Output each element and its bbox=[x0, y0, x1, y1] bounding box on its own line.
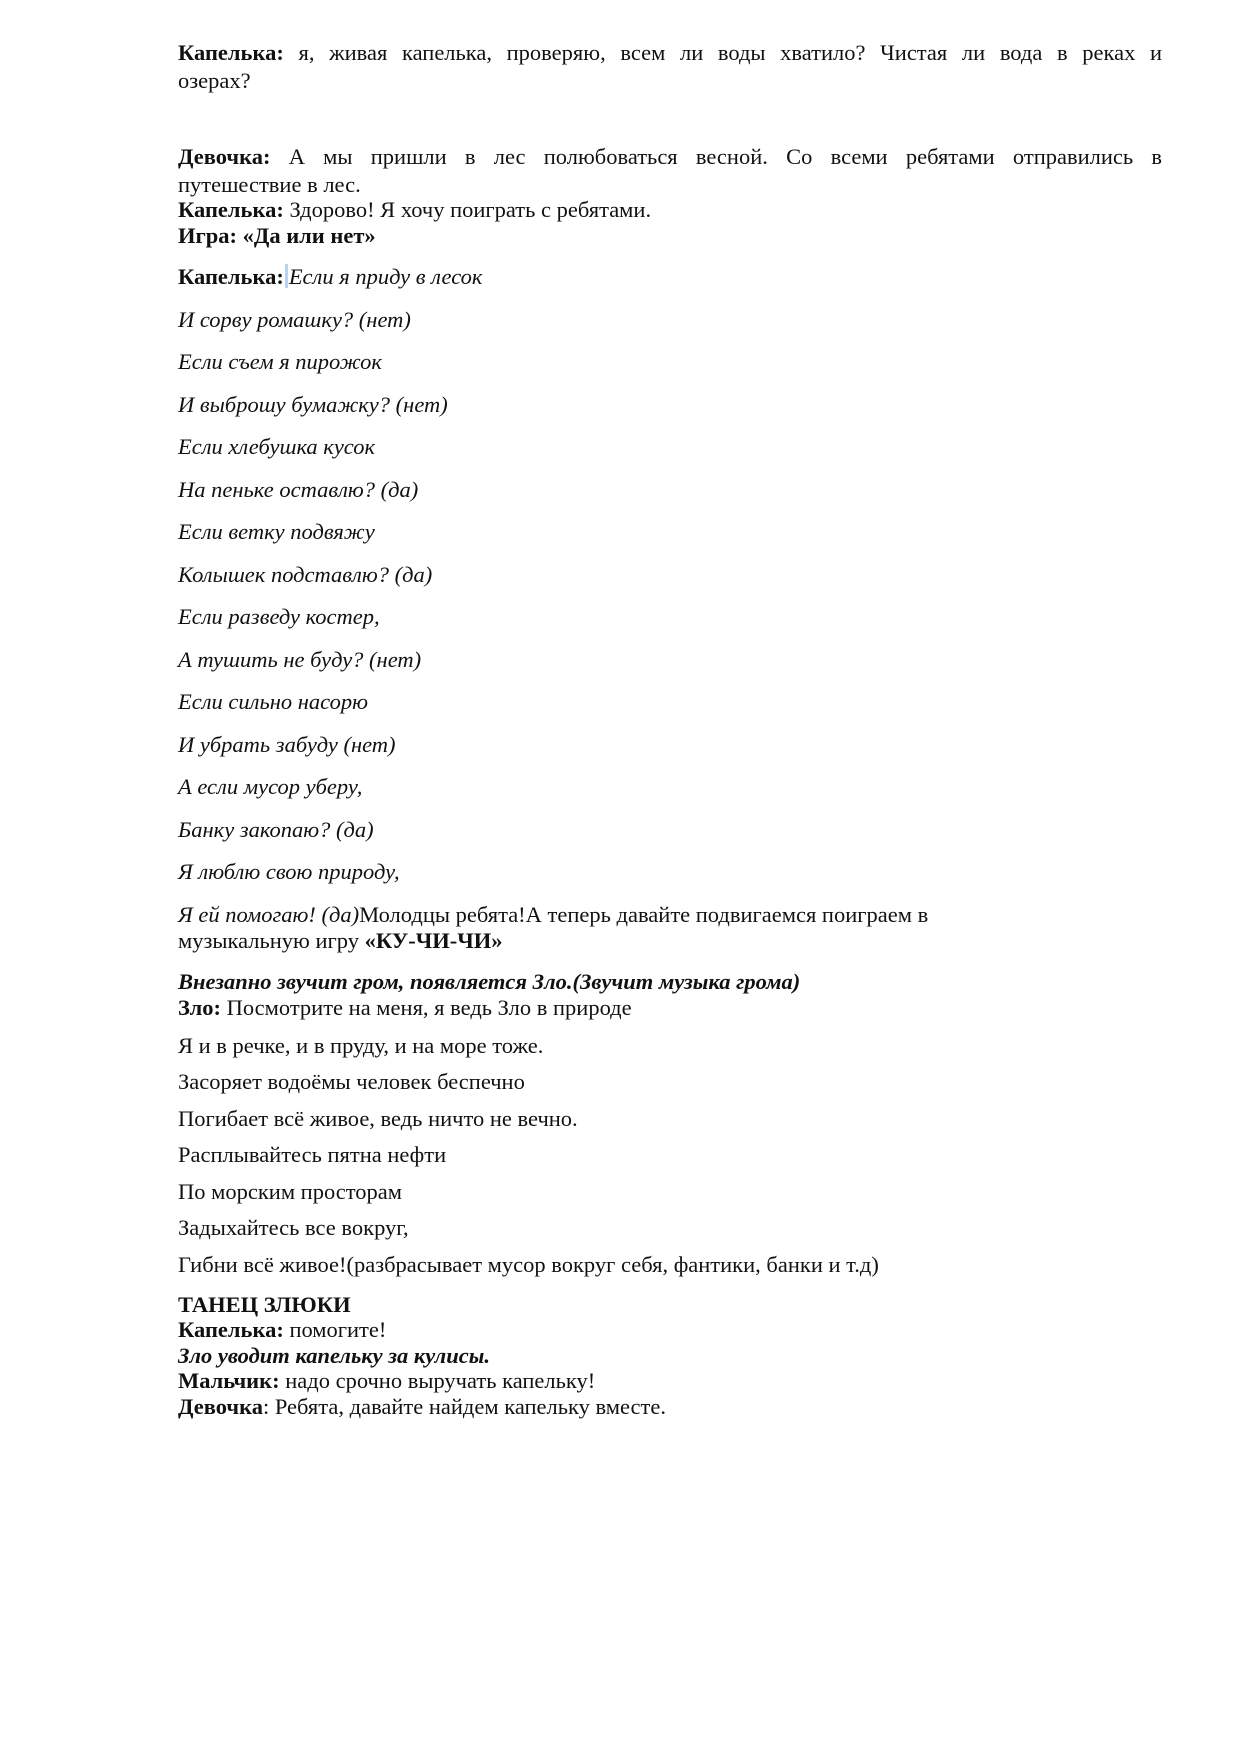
poem-line-0: Капелька: Если я приду в лесок bbox=[178, 264, 483, 289]
boy-line: Мальчик: надо срочно выручать капельку! bbox=[178, 1368, 596, 1393]
game-title: Игра: «Да или нет» bbox=[178, 223, 376, 248]
poem-final-line: Я ей помогаю! (да)Молодцы ребята!А теперь давайте подвигаемся поиграем в bbox=[178, 902, 929, 927]
speaker-girl: Девочка: bbox=[178, 144, 271, 169]
intro-line-1 bbox=[178, 38, 1162, 67]
drop-help-line: Капелька: помогите! bbox=[178, 1317, 387, 1342]
speaker-kapelka: Капелька: bbox=[178, 40, 284, 65]
intro-text: я, живая капелька, проверяю, всем ли воды хватило? Чистая ли вода в реках и bbox=[298, 40, 1163, 65]
stage-direction-wings: Зло уводит капельку за кулисы. bbox=[178, 1343, 490, 1368]
poem-line-4: Если хлебушка кусок bbox=[178, 434, 376, 459]
stage-direction-thunder: Внезапно звучит гром, появляется Зло.(Звучит музыка грома) bbox=[178, 969, 801, 994]
poem-line-6: Если ветку подвяжу bbox=[178, 519, 375, 544]
poem-line-1: И сорву ромашку? (нет) bbox=[178, 307, 411, 332]
document-page bbox=[178, 0, 1162, 1754]
speaker-girl: Девочка bbox=[178, 1394, 263, 1419]
evil-line-6: Задыхайтесь все вокруг, bbox=[178, 1215, 409, 1240]
poem-line-12: А если мусор уберу, bbox=[178, 774, 363, 799]
evil-line-4: Расплывайтесь пятна нефти bbox=[178, 1142, 447, 1167]
poem-line-2: Если съем я пирожок bbox=[178, 349, 382, 374]
evil-line-7: Гибни всё живое!(разбрасывает мусор вокруг себя, фантики, банки и т.д) bbox=[178, 1252, 879, 1277]
evil-line-2: Засоряет водоёмы человек беспечно bbox=[178, 1069, 525, 1094]
speaker-evil: Зло: bbox=[178, 995, 221, 1020]
girl-line-2: путешествие в лес. bbox=[178, 172, 361, 197]
speaker-boy: Мальчик: bbox=[178, 1368, 280, 1393]
girl-line-1 bbox=[178, 142, 1162, 171]
drop-line bbox=[178, 195, 651, 224]
poem-line-5: На пеньке оставлю? (да) bbox=[178, 477, 419, 502]
speaker-kapelka: Капелька: bbox=[178, 1317, 284, 1342]
poem-line-3: И выброшу бумажку? (нет) bbox=[178, 392, 448, 417]
intro-line-2: озерах? bbox=[178, 68, 251, 93]
evil-line-5: По морским просторам bbox=[178, 1179, 403, 1204]
poem-line-7: Колышек подставлю? (да) bbox=[178, 562, 433, 587]
text-cursor bbox=[285, 264, 288, 288]
speaker-kapelka: Капелька: bbox=[178, 264, 284, 289]
poem-line-13: Банку закопаю? (да) bbox=[178, 817, 374, 842]
evil-line-3: Погибает всё живое, ведь ничто не вечно. bbox=[178, 1106, 578, 1131]
girl-final-line: Девочка: Ребята, давайте найдем капельку вместе. bbox=[178, 1394, 666, 1419]
dance-title: ТАНЕЦ ЗЛЮКИ bbox=[178, 1292, 351, 1317]
poem-line-10: Если сильно насорю bbox=[178, 689, 368, 714]
girl-text: А мы пришли в лес полюбоваться весной. Со всеми ребятами отправились в bbox=[288, 144, 1163, 169]
evil-line-0: Зло: Посмотрите на меня, я ведь Зло в природе bbox=[178, 995, 632, 1020]
game-name: «КУ-ЧИ-ЧИ» bbox=[364, 928, 503, 953]
poem-line-8: Если разведу костер, bbox=[178, 604, 380, 629]
poem-line-9: А тушить не буду? (нет) bbox=[178, 647, 422, 672]
evil-line-1: Я и в речке, и в пруду, и на море тоже. bbox=[178, 1033, 544, 1058]
drop-text: Здорово! Я хочу поиграть с ребятами. bbox=[289, 197, 652, 222]
poem-line-11: И убрать забуду (нет) bbox=[178, 732, 396, 757]
music-game-line: музыкальную игру «КУ-ЧИ-ЧИ» bbox=[178, 928, 503, 953]
poem-line-14: Я люблю свою природу, bbox=[178, 859, 400, 884]
speaker-kapelka: Капелька: bbox=[178, 197, 284, 222]
